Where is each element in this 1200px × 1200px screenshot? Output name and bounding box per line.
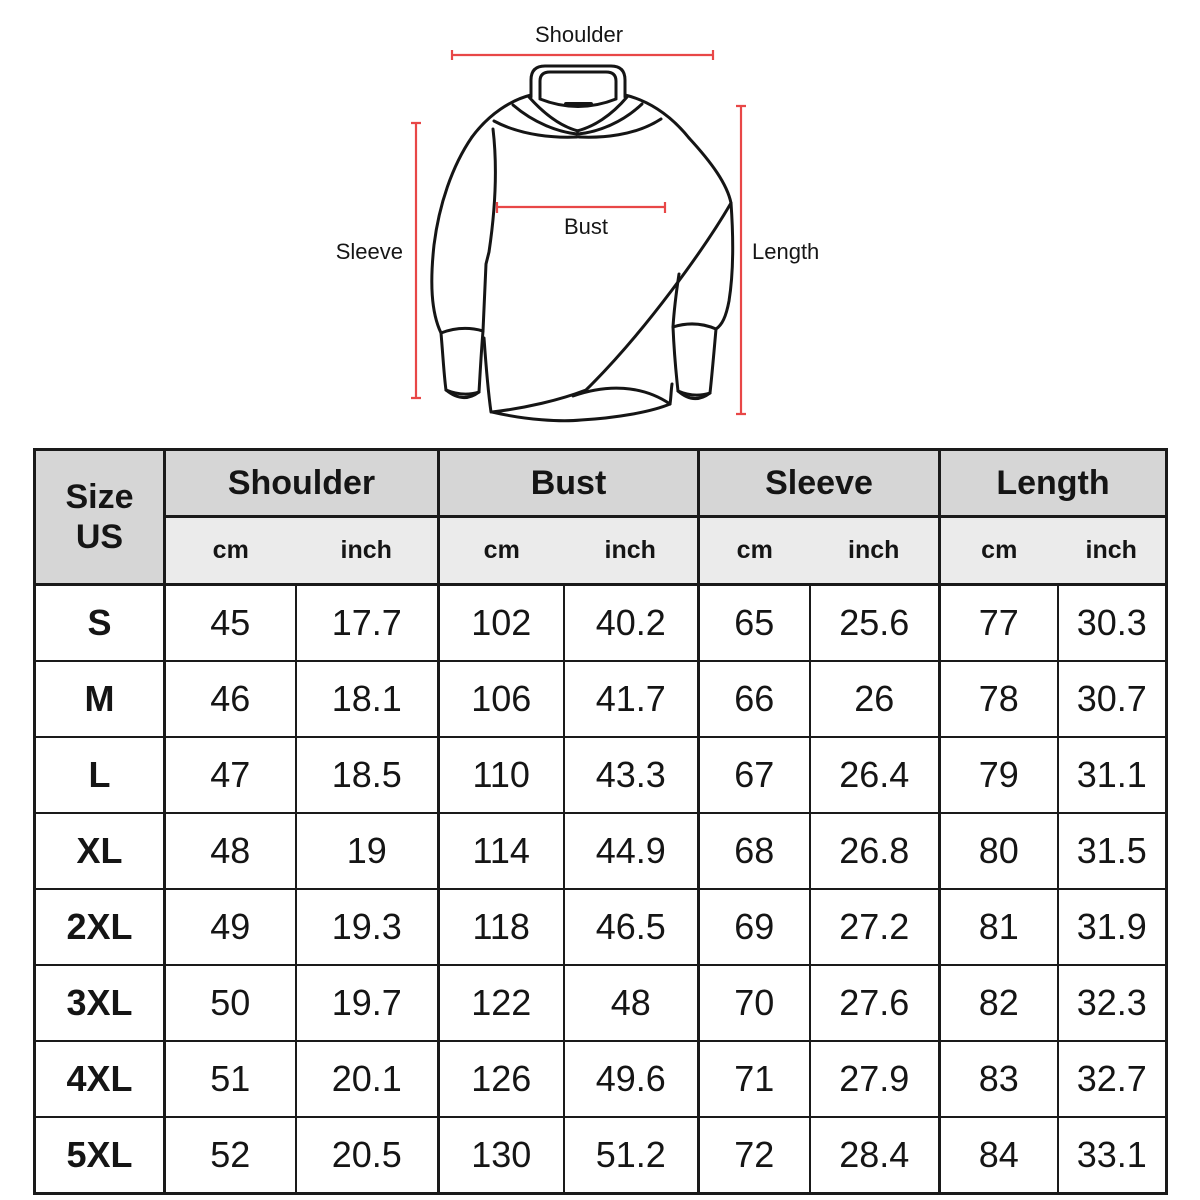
shoulder-cm-cell: 50: [165, 965, 296, 1041]
shoulder-cm-cell: 45: [165, 585, 296, 662]
sleeve-cm-cell: 67: [699, 737, 810, 813]
bust-inch-cell: 40.2: [564, 585, 699, 662]
sleeve-group-header: Sleeve: [699, 450, 940, 517]
size-cell: 4XL: [35, 1041, 165, 1117]
sleeve-cm-cell: 68: [699, 813, 810, 889]
length-cm-cell: 84: [940, 1117, 1058, 1194]
size-header-line2: US: [75, 518, 124, 556]
bust-cm-cell: 114: [439, 813, 564, 889]
size-cell: M: [35, 661, 165, 737]
length-cm-cell: 80: [940, 813, 1058, 889]
table-row-4xl: [35, 1041, 1167, 1117]
sleeve-cm-cell: 72: [699, 1117, 810, 1194]
length-inch-cell: 33.1: [1058, 1117, 1167, 1194]
sleeve-cm-cell: 65: [699, 585, 810, 662]
shoulder-inch-cell: 18.5: [296, 737, 439, 813]
length-inch-cell: 30.7: [1058, 661, 1167, 737]
bust-cm-cell: 106: [439, 661, 564, 737]
shoulder-inch-cell: 19.7: [296, 965, 439, 1041]
table-row-3xl: [35, 965, 1167, 1041]
length-inch-cell: 32.3: [1058, 965, 1167, 1041]
length-cm-cell: 82: [940, 965, 1058, 1041]
size-cell: L: [35, 737, 165, 813]
cowl-collar: [472, 95, 689, 138]
bust-inch-cell: 43.3: [564, 737, 699, 813]
bust-cm-header: cm: [439, 517, 564, 585]
shoulder-inch-cell: 19.3: [296, 889, 439, 965]
length-inch-cell: 31.1: [1058, 737, 1167, 813]
shoulder-measure-line: [452, 50, 713, 60]
bust-measure-line: [497, 202, 665, 213]
bust-inch-header: inch: [564, 517, 699, 585]
sleeve-inch-cell: 27.9: [810, 1041, 940, 1117]
bust-inch-cell: 48: [564, 965, 699, 1041]
bust-inch-cell: 41.7: [564, 661, 699, 737]
right-sleeve: [673, 138, 733, 399]
length-inch-header: inch: [1058, 517, 1167, 585]
sleeve-inch-cell: 26.8: [810, 813, 940, 889]
bust-inch-cell: 46.5: [564, 889, 699, 965]
shoulder-cm-cell: 52: [165, 1117, 296, 1194]
sleeve-inch-cell: 28.4: [810, 1117, 940, 1194]
sleeve-measure-line: [411, 123, 421, 398]
shoulder-inch-cell: 20.1: [296, 1041, 439, 1117]
sleeve-cm-cell: 69: [699, 889, 810, 965]
sleeve-inch-cell: 26.4: [810, 737, 940, 813]
sleeve-inch-cell: 27.2: [810, 889, 940, 965]
length-group-header: Length: [940, 450, 1167, 517]
shoulder-cm-cell: 46: [165, 661, 296, 737]
bust-cm-cell: 118: [439, 889, 564, 965]
shoulder-inch-header: inch: [296, 517, 439, 585]
length-measure-label: Length: [752, 239, 820, 264]
size-cell: 5XL: [35, 1117, 165, 1194]
length-inch-cell: 31.9: [1058, 889, 1167, 965]
size-chart-table: [33, 448, 1168, 1195]
bust-inch-cell: 44.9: [564, 813, 699, 889]
bust-inch-cell: 51.2: [564, 1117, 699, 1194]
bust-inch-cell: 49.6: [564, 1041, 699, 1117]
table-units-row: [35, 517, 1167, 585]
length-cm-cell: 78: [940, 661, 1058, 737]
length-cm-cell: 81: [940, 889, 1058, 965]
sleeve-inch-header: inch: [810, 517, 940, 585]
sleeve-cm-cell: 66: [699, 661, 810, 737]
size-cell: XL: [35, 813, 165, 889]
bust-group-header: Bust: [439, 450, 699, 517]
length-cm-cell: 83: [940, 1041, 1058, 1117]
length-cm-header: cm: [940, 517, 1058, 585]
sleeve-cm-cell: 70: [699, 965, 810, 1041]
bust-cm-cell: 110: [439, 737, 564, 813]
table-row-m: [35, 661, 1167, 737]
length-inch-cell: 30.3: [1058, 585, 1167, 662]
bust-cm-cell: 122: [439, 965, 564, 1041]
hood-outline: [531, 66, 625, 107]
shoulder-cm-cell: 47: [165, 737, 296, 813]
length-cm-cell: 77: [940, 585, 1058, 662]
bust-cm-cell: 102: [439, 585, 564, 662]
table-row-s: [35, 585, 1167, 662]
sleeve-inch-cell: 26: [810, 661, 940, 737]
shoulder-inch-cell: 18.1: [296, 661, 439, 737]
length-cm-cell: 79: [940, 737, 1058, 813]
size-us-header-cell: [35, 450, 165, 585]
shoulder-cm-cell: 48: [165, 813, 296, 889]
sleeve-inch-cell: 25.6: [810, 585, 940, 662]
bust-cm-cell: 130: [439, 1117, 564, 1194]
shoulder-inch-cell: 19: [296, 813, 439, 889]
table-header-row: [35, 450, 1167, 517]
shoulder-group-header: Shoulder: [165, 450, 439, 517]
shoulder-cm-header: cm: [165, 517, 296, 585]
shoulder-cm-cell: 49: [165, 889, 296, 965]
hoodie-measurement-diagram: [0, 0, 1200, 448]
size-cell: 3XL: [35, 965, 165, 1041]
size-cell: 2XL: [35, 889, 165, 965]
shoulder-measure-label: Shoulder: [534, 22, 624, 47]
table-row-xl: [35, 813, 1167, 889]
shoulder-cm-cell: 51: [165, 1041, 296, 1117]
table-row-5xl: [35, 1117, 1167, 1194]
length-inch-cell: 32.7: [1058, 1041, 1167, 1117]
size-header-line1: Size: [65, 478, 134, 516]
sleeve-cm-header: cm: [699, 517, 810, 585]
shoulder-inch-cell: 17.7: [296, 585, 439, 662]
sleeve-measure-label: Sleeve: [335, 239, 403, 264]
length-measure-line: [736, 106, 746, 414]
table-row-l: [35, 737, 1167, 813]
bust-measure-label: Bust: [563, 214, 609, 239]
sleeve-inch-cell: 27.6: [810, 965, 940, 1041]
length-inch-cell: 31.5: [1058, 813, 1167, 889]
sleeve-cm-cell: 71: [699, 1041, 810, 1117]
bust-cm-cell: 126: [439, 1041, 564, 1117]
size-cell: S: [35, 585, 165, 662]
table-row-2xl: [35, 889, 1167, 965]
shoulder-inch-cell: 20.5: [296, 1117, 439, 1194]
